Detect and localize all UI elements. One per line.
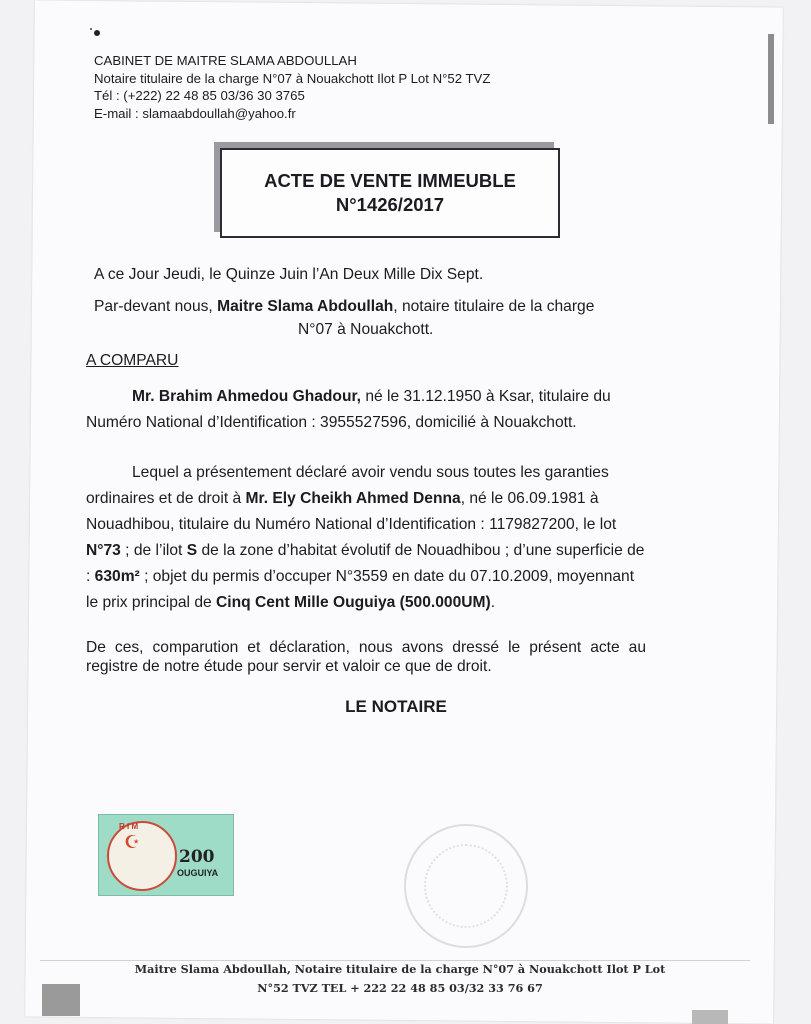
seller-paragraph — [86, 384, 646, 436]
sale-text-2: , né le 06.09.1981 à Nouadhibou, titulaire du Numéro National d’Identification : 1179827200, le lot — [86, 490, 617, 533]
stamp-currency: OUGUIYA — [177, 868, 219, 878]
fiscal-stamp — [98, 814, 234, 896]
deed-title-box — [220, 148, 560, 238]
deed-number: N°1426/2017 — [335, 194, 445, 215]
notary-post: , notaire titulaire de la charge — [393, 298, 595, 315]
sale-text-3: ; de l’ilot — [120, 542, 187, 559]
letterhead — [94, 52, 490, 122]
sale-price: Cinq Cent Mille Ouguiya (500.000UM) — [216, 594, 491, 611]
notary-charge: N°07 à Nouakchott. — [298, 321, 434, 338]
stamp-label: R I M — [119, 822, 139, 831]
sale-text-1: Lequel a présentement déclaré avoir vendu sous toutes les garanties ordinaires et de droit à — [86, 464, 609, 507]
seller-details: né le 31.12.1950 à Ksar, titulaire du Numéro National d’Identification : 3955527596, domicilié à Nouakchott. — [86, 388, 611, 431]
letterhead-office: CABINET DE MAITRE SLAMA ABDOULLAH — [94, 53, 357, 68]
deed-date: A ce Jour Jeudi, le Quinze Juin l’An Deux Mille Dix Sept. — [94, 266, 484, 283]
footer-line-1: Maitre Slama Abdoullah, Notaire titulaire de la charge N°07 à Nouakchott Ilot P Lot — [134, 962, 666, 976]
section-heading-comparu: A COMPARU — [86, 352, 179, 369]
star-icon: ☪ — [124, 832, 141, 852]
scan-corner-right — [692, 1010, 728, 1024]
buyer-name: Mr. Ely Cheikh Ahmed Denna — [245, 490, 461, 507]
deed-title: ACTE DE VENTE IMMEUBLE — [264, 170, 516, 191]
letterhead-phone: Tél : (+222) 22 48 85 03/36 30 3765 — [94, 88, 305, 103]
stamp-value: 200 — [179, 847, 215, 867]
crescent-star-seal-icon — [107, 821, 177, 891]
lot-number: N°73 — [86, 542, 121, 559]
footer-line-2: N°52 TVZ TEL + 222 22 48 85 03/32 33 76 67 — [257, 981, 543, 995]
signature-label: LE NOTAIRE — [345, 697, 447, 716]
seller-name: Mr. Brahim Ahmedou Ghadour, — [132, 388, 362, 405]
sale-paragraph — [86, 460, 646, 616]
page-edge-shadow — [768, 34, 774, 124]
sale-text-4: de la zone d’habitat évolutif de Nouadhibou ; d’une superficie de : — [86, 542, 645, 585]
letterhead-charge: Notaire titulaire de la charge N°07 à Nouakchott Ilot P Lot N°52 TVZ — [94, 70, 491, 86]
notary-paragraph — [94, 294, 646, 340]
letterhead-email: E-mail : slamaabdoullah@yahoo.fr — [94, 105, 296, 121]
ilot-letter: S — [186, 542, 198, 559]
sale-text-5: ; objet du permis d’occuper N°3559 en date du 07.10.2009, moyennant le prix principal de — [86, 568, 635, 611]
notary-pre: Par-devant nous, — [94, 298, 218, 315]
notary-seal-icon — [404, 824, 528, 948]
sale-text-6: . — [490, 594, 496, 611]
closing-paragraph: De ces, comparution et déclaration, nous avons dressé le présent acte au registre de notre étude pour servir et valoir ce que de droit. — [86, 639, 646, 675]
scan-corner-left — [42, 984, 80, 1016]
page-footer — [60, 960, 740, 998]
deed-body — [86, 262, 646, 720]
surface-area: 630m² — [94, 568, 140, 585]
ink-speck-icon — [88, 26, 104, 42]
notary-name: Maitre Slama Abdoullah — [217, 298, 394, 315]
